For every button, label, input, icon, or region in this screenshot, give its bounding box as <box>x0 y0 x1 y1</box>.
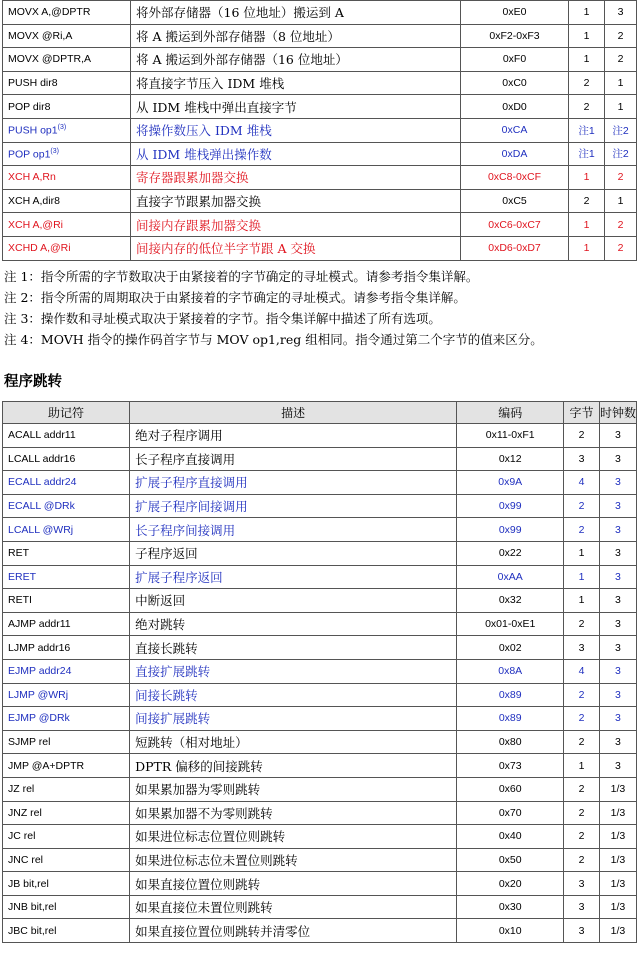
opcode-cell: 0xF2-0xF3 <box>461 24 569 48</box>
data-transfer-table <box>2 0 637 261</box>
opcode-cell: 0x8A <box>457 659 564 683</box>
mnemonic-text: LJMP @WRj <box>8 688 69 701</box>
note-2: 注 2：指令所需的周期取决于由紧接着的字节确定的寻址模式。请参考指令集详解。 <box>4 290 466 305</box>
opcode-cell: 0x22 <box>457 541 564 565</box>
mnemonic-text: PUSH dir8 <box>8 77 58 90</box>
table-row <box>3 166 637 190</box>
mnemonic-cell <box>3 213 131 237</box>
table-row <box>3 872 637 896</box>
mnemonic-text: MOVX @DPTR,A <box>8 53 92 66</box>
table-row <box>3 471 637 495</box>
cycles-cell: 1/3 <box>599 801 636 825</box>
opcode-cell: 0x99 <box>457 494 564 518</box>
cycles-cell: 1 <box>605 95 637 119</box>
table-row <box>3 754 637 778</box>
description-cell: 间接内存跟累加器交换 <box>131 213 461 237</box>
table-row <box>3 848 637 872</box>
bytes-cell: 2 <box>564 518 600 542</box>
mnemonic-cell <box>3 166 131 190</box>
table-row <box>3 213 637 237</box>
table-row <box>3 24 637 48</box>
bytes-cell: 注1 <box>569 142 605 166</box>
mnemonic-text: XCH A,Rn <box>8 171 56 184</box>
opcode-cell: 0x02 <box>457 636 564 660</box>
bytes-cell: 2 <box>569 95 605 119</box>
cycles-cell: 3 <box>599 541 636 565</box>
table-row <box>3 518 637 542</box>
description-cell: 从 IDM 堆栈弹出操作数 <box>131 142 461 166</box>
mnemonic-cell <box>3 589 130 613</box>
opcode-cell: 0x30 <box>457 895 564 919</box>
program-jump-table-body <box>3 424 637 943</box>
cycles-cell: 1 <box>605 189 637 213</box>
cycles-cell: 3 <box>599 494 636 518</box>
description-cell: 如果进位标志位置位则跳转 <box>130 825 457 849</box>
bytes-cell: 1 <box>564 754 600 778</box>
mnemonic-cell <box>3 189 131 213</box>
mnemonic-cell <box>3 518 130 542</box>
bytes-cell: 2 <box>564 777 600 801</box>
cycles-cell: 1/3 <box>599 777 636 801</box>
mnemonic-text: MOVX @Ri,A <box>8 29 73 42</box>
mnemonic-text: JC rel <box>8 830 36 843</box>
opcode-cell: 0x11-0xF1 <box>457 424 564 448</box>
bytes-cell: 注1 <box>569 118 605 142</box>
description-cell: 间接长跳转 <box>130 683 457 707</box>
description-cell: 间接内存的低位半字节跟 A 交换 <box>131 236 461 260</box>
mnemonic-text: JBC bit,rel <box>8 924 57 937</box>
footnote-marker: (3) <box>50 147 59 155</box>
table-row <box>3 565 637 589</box>
table-row <box>3 636 637 660</box>
bytes-cell: 2 <box>569 71 605 95</box>
opcode-cell: 0xD6-0xD7 <box>461 236 569 260</box>
description-cell: 扩展子程序返回 <box>130 565 457 589</box>
mnemonic-cell <box>3 825 130 849</box>
opcode-cell: 0xD0 <box>461 95 569 119</box>
mnemonic-text: EJMP @DRk <box>8 712 70 725</box>
cycles-cell: 注2 <box>605 142 637 166</box>
opcode-cell: 0x50 <box>457 848 564 872</box>
bytes-cell: 3 <box>564 872 600 896</box>
cycles-cell: 3 <box>599 754 636 778</box>
description-cell: 将 A 搬运到外部存储器（16 位地址） <box>131 48 461 72</box>
table-row <box>3 683 637 707</box>
mnemonic-text: POP dir8 <box>8 100 51 113</box>
mnemonic-text: EJMP addr24 <box>8 665 72 678</box>
mnemonic-cell <box>3 777 130 801</box>
cycles-cell: 3 <box>599 730 636 754</box>
opcode-cell: 0x20 <box>457 872 564 896</box>
table-row <box>3 95 637 119</box>
data-transfer-table-body <box>3 1 637 261</box>
cycles-cell: 1/3 <box>599 848 636 872</box>
opcode-cell: 0xAA <box>457 565 564 589</box>
table-row <box>3 424 637 448</box>
mnemonic-text: POP op1 <box>8 148 51 161</box>
mnemonic-cell <box>3 565 130 589</box>
mnemonic-text: PUSH op1 <box>8 124 58 137</box>
mnemonic-text: JNB bit,rel <box>8 901 57 914</box>
description-cell: 长子程序间接调用 <box>130 518 457 542</box>
mnemonic-text: LCALL @WRj <box>8 523 74 536</box>
mnemonic-text: RETI <box>8 594 32 607</box>
bytes-cell: 2 <box>564 825 600 849</box>
mnemonic-cell <box>3 659 130 683</box>
header-cycles: 时钟数 <box>599 402 636 424</box>
mnemonic-cell <box>3 424 130 448</box>
mnemonic-cell <box>3 683 130 707</box>
mnemonic-cell <box>3 919 130 943</box>
description-cell: 长子程序直接调用 <box>130 447 457 471</box>
description-cell: 中断返回 <box>130 589 457 613</box>
mnemonic-text: JB bit,rel <box>8 877 49 890</box>
table-row <box>3 447 637 471</box>
bytes-cell: 2 <box>564 494 600 518</box>
table-row <box>3 48 637 72</box>
header-description: 描述 <box>130 402 457 424</box>
mnemonic-text: JNZ rel <box>8 806 42 819</box>
cycles-cell: 2 <box>605 48 637 72</box>
description-cell: 绝对子程序调用 <box>130 424 457 448</box>
mnemonic-cell <box>3 612 130 636</box>
bytes-cell: 2 <box>564 848 600 872</box>
table-row <box>3 118 637 142</box>
table-row <box>3 801 637 825</box>
table-row <box>3 541 637 565</box>
cycles-cell: 3 <box>599 683 636 707</box>
cycles-cell: 注2 <box>605 118 637 142</box>
mnemonic-cell <box>3 895 130 919</box>
bytes-cell: 2 <box>564 707 600 731</box>
bytes-cell: 2 <box>564 801 600 825</box>
bytes-cell: 4 <box>564 659 600 683</box>
table-row <box>3 659 637 683</box>
cycles-cell: 3 <box>599 424 636 448</box>
description-cell: 将直接字节压入 IDM 堆栈 <box>131 71 461 95</box>
bytes-cell: 3 <box>564 919 600 943</box>
cycles-cell: 1/3 <box>599 872 636 896</box>
cycles-cell: 3 <box>599 636 636 660</box>
cycles-cell: 2 <box>605 166 637 190</box>
description-cell: 将操作数压入 IDM 堆栈 <box>131 118 461 142</box>
opcode-cell: 0x80 <box>457 730 564 754</box>
cycles-cell: 3 <box>599 612 636 636</box>
header-mnemonic: 助记符 <box>3 402 130 424</box>
table-row <box>3 825 637 849</box>
opcode-cell: 0x01-0xE1 <box>457 612 564 636</box>
note-3: 注 3：操作数和寻址模式取决于紧接着的字节。指令集详解中描述了所有选项。 <box>4 311 441 326</box>
opcode-cell: 0x32 <box>457 589 564 613</box>
table-row <box>3 494 637 518</box>
table-row <box>3 71 637 95</box>
mnemonic-text: SJMP rel <box>8 736 51 749</box>
table-row <box>3 189 637 213</box>
table-row <box>3 707 637 731</box>
mnemonic-cell <box>3 95 131 119</box>
description-cell: DPTR 偏移的间接跳转 <box>130 754 457 778</box>
cycles-cell: 3 <box>599 565 636 589</box>
mnemonic-text: ECALL @DRk <box>8 500 75 513</box>
description-cell: 直接长跳转 <box>130 636 457 660</box>
mnemonic-cell <box>3 754 130 778</box>
opcode-cell: 0xDA <box>461 142 569 166</box>
opcode-cell: 0xC8-0xCF <box>461 166 569 190</box>
table-row <box>3 1 637 25</box>
bytes-cell: 4 <box>564 471 600 495</box>
mnemonic-cell <box>3 541 130 565</box>
table-header-row <box>3 402 637 424</box>
bytes-cell: 1 <box>569 48 605 72</box>
opcode-cell: 0x89 <box>457 683 564 707</box>
opcode-cell: 0x73 <box>457 754 564 778</box>
bytes-cell: 1 <box>569 166 605 190</box>
description-cell: 如果直接位置位则跳转 <box>130 872 457 896</box>
bytes-cell: 2 <box>564 612 600 636</box>
note-4: 注 4：MOVH 指令的操作码首字节与 MOV op1,reg 组相同。指令通过第二个字节的值来区分。 <box>4 332 543 347</box>
cycles-cell: 2 <box>605 213 637 237</box>
bytes-cell: 1 <box>569 213 605 237</box>
description-cell: 如果进位标志位未置位则跳转 <box>130 848 457 872</box>
mnemonic-text: LCALL addr16 <box>8 452 76 465</box>
bytes-cell: 1 <box>569 236 605 260</box>
mnemonic-text: JMP @A+DPTR <box>8 759 85 772</box>
mnemonic-text: XCH A,dir8 <box>8 195 60 208</box>
opcode-cell: 0xCA <box>461 118 569 142</box>
bytes-cell: 2 <box>564 730 600 754</box>
description-cell: 子程序返回 <box>130 541 457 565</box>
opcode-cell: 0x60 <box>457 777 564 801</box>
opcode-cell: 0x12 <box>457 447 564 471</box>
mnemonic-cell <box>3 471 130 495</box>
description-cell: 扩展子程序间接调用 <box>130 494 457 518</box>
description-cell: 寄存器跟累加器交换 <box>131 166 461 190</box>
bytes-cell: 2 <box>564 424 600 448</box>
mnemonic-cell <box>3 24 131 48</box>
cycles-cell: 3 <box>599 447 636 471</box>
mnemonic-cell <box>3 636 130 660</box>
bytes-cell: 2 <box>564 683 600 707</box>
mnemonic-text: MOVX A,@DPTR <box>8 6 91 19</box>
bytes-cell: 2 <box>569 189 605 213</box>
description-cell: 绝对跳转 <box>130 612 457 636</box>
cycles-cell: 3 <box>599 659 636 683</box>
description-cell: 如果累加器不为零则跳转 <box>130 801 457 825</box>
mnemonic-cell <box>3 1 131 25</box>
mnemonic-cell <box>3 730 130 754</box>
bytes-cell: 3 <box>564 447 600 471</box>
bytes-cell: 1 <box>569 1 605 25</box>
mnemonic-text: ERET <box>8 570 37 583</box>
cycles-cell: 1/3 <box>599 825 636 849</box>
cycles-cell: 3 <box>599 589 636 613</box>
mnemonic-cell <box>3 707 130 731</box>
mnemonic-text: RET <box>8 547 29 560</box>
footnotes <box>4 266 634 350</box>
mnemonic-text: AJMP addr11 <box>8 618 71 631</box>
cycles-cell: 3 <box>599 707 636 731</box>
description-cell: 从 IDM 堆栈中弹出直接字节 <box>131 95 461 119</box>
cycles-cell: 1 <box>605 71 637 95</box>
section-title: 程序跳转 <box>4 374 62 390</box>
mnemonic-text: JZ rel <box>8 783 35 796</box>
mnemonic-cell <box>3 848 130 872</box>
cycles-cell: 3 <box>599 471 636 495</box>
description-cell: 短跳转（相对地址） <box>130 730 457 754</box>
opcode-cell: 0x99 <box>457 518 564 542</box>
table-row <box>3 919 637 943</box>
opcode-cell: 0x89 <box>457 707 564 731</box>
description-cell: 如果累加器为零则跳转 <box>130 777 457 801</box>
footnote-marker: (3) <box>57 124 67 132</box>
mnemonic-cell <box>3 872 130 896</box>
cycles-cell: 2 <box>605 24 637 48</box>
description-cell: 间接扩展跳转 <box>130 707 457 731</box>
description-cell: 直接字节跟累加器交换 <box>131 189 461 213</box>
table-row <box>3 612 637 636</box>
cycles-cell: 2 <box>605 236 637 260</box>
header-code: 编码 <box>457 402 564 424</box>
description-cell: 直接扩展跳转 <box>130 659 457 683</box>
mnemonic-cell <box>3 494 130 518</box>
mnemonic-text: XCH A,@Ri <box>8 218 64 231</box>
cycles-cell: 3 <box>605 1 637 25</box>
bytes-cell: 1 <box>569 24 605 48</box>
mnemonic-cell <box>3 447 130 471</box>
table-row <box>3 589 637 613</box>
mnemonic-cell <box>3 801 130 825</box>
bytes-cell: 3 <box>564 636 600 660</box>
bytes-cell: 3 <box>564 895 600 919</box>
bytes-cell: 1 <box>564 541 600 565</box>
opcode-cell: 0x70 <box>457 801 564 825</box>
opcode-cell: 0xC5 <box>461 189 569 213</box>
description-cell: 将 A 搬运到外部存储器（8 位地址） <box>131 24 461 48</box>
opcode-cell: 0xC6-0xC7 <box>461 213 569 237</box>
mnemonic-text: ACALL addr11 <box>8 429 76 442</box>
program-jump-table <box>2 401 637 943</box>
header-bytes: 字节 <box>564 402 600 424</box>
table-row <box>3 777 637 801</box>
table-row <box>3 895 637 919</box>
opcode-cell: 0x40 <box>457 825 564 849</box>
cycles-cell: 3 <box>599 518 636 542</box>
opcode-cell: 0xC0 <box>461 71 569 95</box>
bytes-cell: 1 <box>564 589 600 613</box>
note-1: 注 1：指令所需的字节数取决于由紧接着的字节确定的寻址模式。请参考指令集详解。 <box>4 269 479 284</box>
table-row <box>3 142 637 166</box>
mnemonic-text: LJMP addr16 <box>8 641 71 654</box>
opcode-cell: 0xF0 <box>461 48 569 72</box>
cycles-cell: 1/3 <box>599 919 636 943</box>
mnemonic-cell <box>3 236 131 260</box>
opcode-cell: 0x9A <box>457 471 564 495</box>
mnemonic-cell <box>3 48 131 72</box>
description-cell: 如果直接位未置位则跳转 <box>130 895 457 919</box>
mnemonic-text: ECALL addr24 <box>8 476 77 489</box>
description-cell: 扩展子程序直接调用 <box>130 471 457 495</box>
description-cell: 如果直接位置位则跳转并清零位 <box>130 919 457 943</box>
mnemonic-text: JNC rel <box>8 853 44 866</box>
table-row <box>3 236 637 260</box>
mnemonic-cell <box>3 118 131 142</box>
bytes-cell: 1 <box>564 565 600 589</box>
description-cell: 将外部存储器（16 位地址）搬运到 A <box>131 1 461 25</box>
mnemonic-text: XCHD A,@Ri <box>8 242 71 255</box>
mnemonic-cell <box>3 71 131 95</box>
opcode-cell: 0x10 <box>457 919 564 943</box>
opcode-cell: 0xE0 <box>461 1 569 25</box>
table-row <box>3 730 637 754</box>
cycles-cell: 1/3 <box>599 895 636 919</box>
mnemonic-cell <box>3 142 131 166</box>
